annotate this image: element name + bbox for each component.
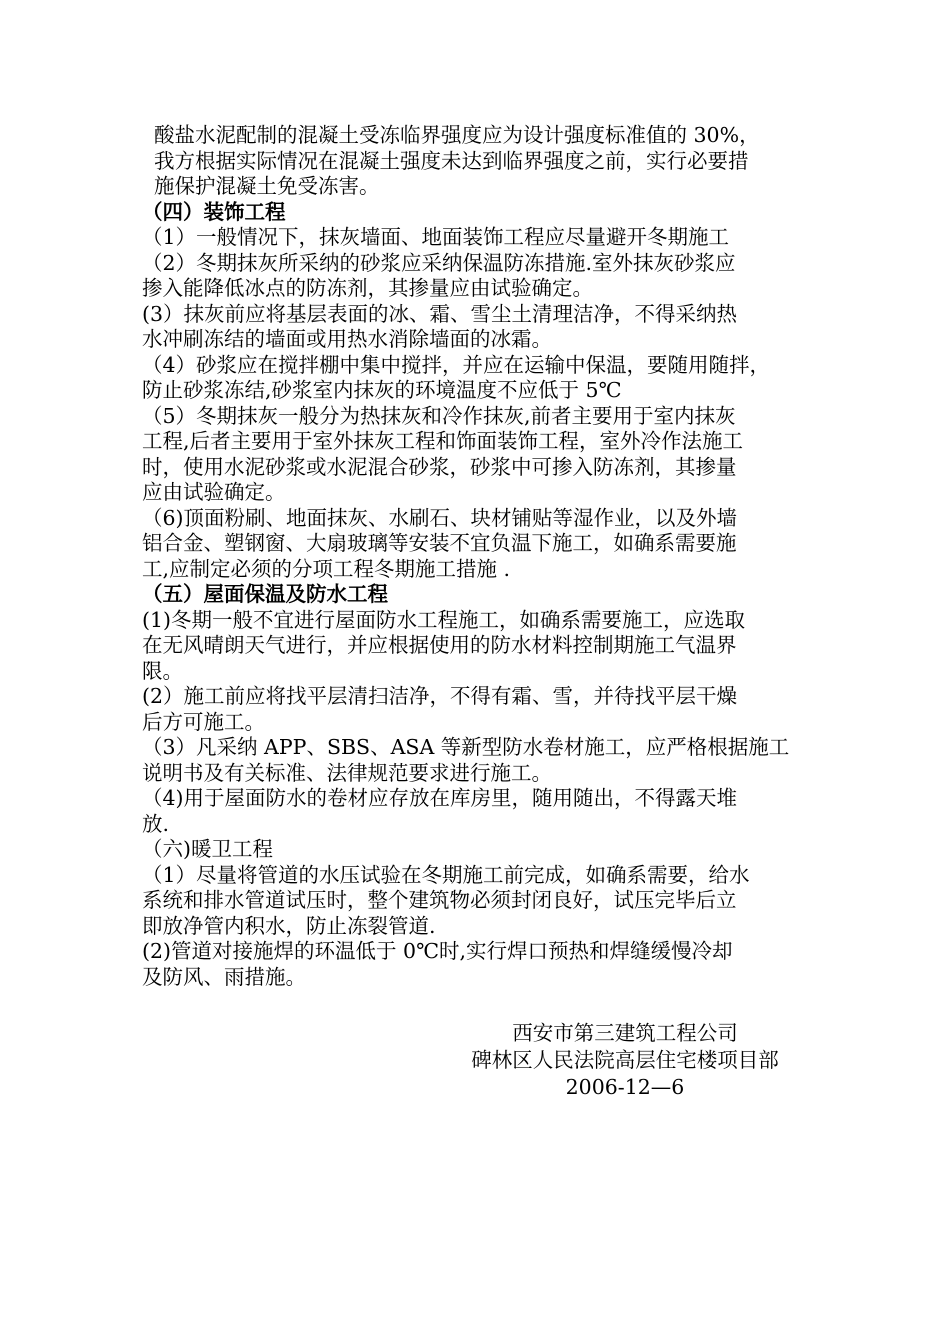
body-line: （3）凡采纳 APP、SBS、ASA 等新型防水卷材施工，应严格根据施工 <box>142 735 790 759</box>
body-line: （6)顶面粉刷、地面抹灰、水刷石、块材铺贴等湿作业，以及外墙 <box>142 505 738 530</box>
body-line: (1)冬期一般不宜进行屋面防水工程施工，如确系需要施工，应选取 <box>142 607 746 632</box>
body-line: 工,应制定必须的分项工程冬期施工措施 . <box>142 556 511 581</box>
body-line: (2)管道对接施焊的环温低于 0℃时,实行焊口预热和焊缝缓慢冷却 <box>142 939 733 963</box>
body-line: 应由试验确定。 <box>142 480 286 504</box>
body-line: 掺入能降低冰点的防冻剂，其掺量应由试验确定。 <box>142 276 593 300</box>
body-line: 酸盐水泥配制的混凝土受冻临界强度应为设计强度标准值的 30%， <box>154 123 760 147</box>
signature-department: 碑林区人民法院高层住宅楼项目部 <box>471 1048 779 1072</box>
body-line: 系统和排水管道试压时，整个建筑物必须封闭良好，试压完毕后立 <box>142 888 737 912</box>
body-line: (2）施工前应将找平层清扫洁净，不得有霜、雪，并待找平层干燥 <box>142 684 738 708</box>
body-line: 放. <box>142 811 170 836</box>
body-line: 我方根据实际情况在混凝土强度未达到临界强度之前，实行必要措 <box>154 148 749 173</box>
body-line: （2）冬期抹灰所采纳的砂浆应采纳保温防冻措施.室外抹灰砂浆应 <box>142 250 736 275</box>
body-line: （1）尽量将管道的水压试验在冬期施工前完成，如确系需要，给水 <box>142 862 750 887</box>
body-line: （1）一般情况下，抹灰墙面、地面装饰工程应尽量避开冬期施工 <box>142 225 730 249</box>
section-heading-plumbing: （六)暖卫工程 <box>142 837 273 861</box>
body-line: 限。 <box>142 658 183 683</box>
section-heading-roofing: （五）屋面保温及防水工程 <box>142 582 388 606</box>
document-body <box>142 123 832 990</box>
body-line: 即放净管内积水，防止冻裂管道. <box>142 913 436 938</box>
body-line: 及防风、雨措施。 <box>142 964 306 989</box>
body-line: 工程,后者主要用于室外抹灰工程和饰面装饰工程，室外冷作法施工 <box>142 429 744 453</box>
section-heading-decoration: （四）装饰工程 <box>142 199 286 224</box>
body-line: 后方可施工。 <box>142 709 265 734</box>
body-line: 说明书及有关标准、法律规范要求进行施工。 <box>142 760 552 785</box>
body-line: 水冲刷冻结的墙面或用热水消除墙面的冰霜。 <box>142 327 552 351</box>
body-line: 在无风晴朗天气进行，并应根据使用的防水材料控制期施工气温界 <box>142 633 737 657</box>
body-line: （4)用于屋面防水的卷材应存放在库房里，随用随出，不得露天堆 <box>142 786 738 810</box>
body-line: (3）抹灰前应将基层表面的冰、霜、雪尘土清理洁净，不得采纳热 <box>142 301 738 326</box>
body-line: 施保护混凝土免受冻害。 <box>154 174 380 198</box>
body-line: 时，使用水泥砂浆或水泥混合砂浆，砂浆中可掺入防冻剂，其掺量 <box>142 454 737 479</box>
signature-block <box>440 1020 810 1101</box>
body-line: （5）冬期抹灰一般分为热抹灰和冷作抹灰,前者主要用于室内抹灰 <box>142 403 736 428</box>
signature-company: 西安市第三建筑工程公司 <box>512 1021 738 1045</box>
body-line: 铝合金、塑钢窗、大扇玻璃等安装不宜负温下施工，如确系需要施 <box>142 531 737 555</box>
body-line: 防止砂浆冻结,砂浆室内抹灰的环境温度不应低于 5℃ <box>142 378 622 402</box>
body-line: （4）砂浆应在搅拌棚中集中搅拌，并应在运输中保温，要随用随拌， <box>142 352 771 377</box>
signature-date: 2006-12—6 <box>565 1075 685 1099</box>
